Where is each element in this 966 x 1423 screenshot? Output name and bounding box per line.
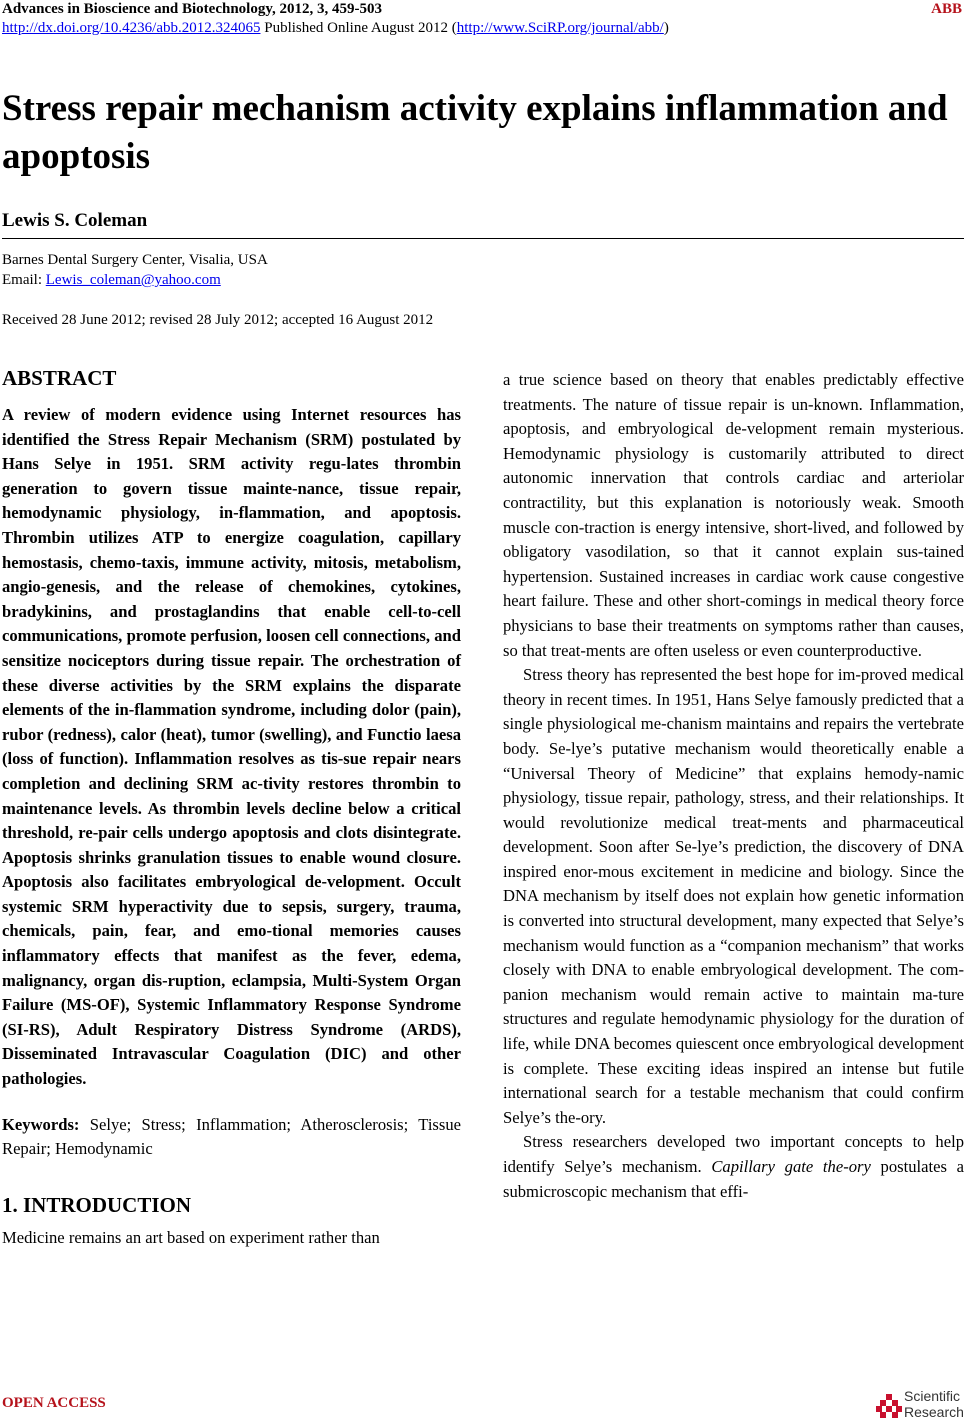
author-name: Lewis S. Coleman [2, 210, 148, 231]
open-access-label: OPEN ACCESS [2, 1395, 106, 1411]
journal-abbr: ABB [931, 1, 962, 17]
doi-link[interactable]: http://dx.doi.org/10.4236/abb.2012.324065 [2, 20, 261, 36]
intro-left-text: Medicine remains an art based on experiment rather than [2, 1227, 380, 1247]
affiliation-block [2, 250, 268, 290]
keywords-label: Keywords: [2, 1114, 90, 1134]
publisher-logo [876, 1388, 964, 1422]
right-column [503, 368, 964, 1204]
p3-end: postulates a submicroscopic mechanism that effi- [503, 1157, 964, 1201]
email-line [2, 270, 268, 290]
intro-paragraph-2: Stress theory has represented the best hope for im-proved medical theory in recent times. In 1951, Hans Selye famously predicted that a single physiological me-chanism maintains and repairs the vertebrate body. Se-lye’s putative mechanism would theoretically enable a “Universal Theory of Medicine” that explains hemody-namic physiology, tissue repair, pathology, stress, and their relationships. It would revolutionize medical treat-ments and pharmaceutical development. Soon after Se-lye’s prediction, the discovery of DNA inspired enor-mous excitement in medicine and biology. Since the DNA mechanism by itself does not explain how genetic information is converted into structural development, many expected that Selye’s mechanism would function as a “companion mechanism” that works closely with DNA to enable embryological development. The com-panion mechanism would remain active to maintain ma-ture structures and regulate hemodynamic physiology for the duration of life, while DNA becomes quiescent once embryological development is complete. These exciting ideas inspired an intense but futile international search for a testable mechanism that could confirm Selye’s the-ory. [503, 665, 964, 1127]
p3-italic: Capillary gate the-ory [711, 1157, 871, 1176]
article-title: Stress repair mechanism activity explains inflammation and apoptosis [2, 88, 948, 177]
published-text: Published Online August 2012 ( [260, 20, 457, 36]
journal-citation: Advances in Bioscience and Biotechnology, 2012, 3, 459-503 [2, 1, 383, 17]
journal-link[interactable]: http://www.SciRP.org/journal/abb/ [456, 20, 664, 36]
abstract-body: A review of modern evidence using Internet resources has identified the Stress Repair Mechanism (SRM) postulated by Hans Selye in 1951. SRM activity regu-lates thrombin generation to govern tissue mainte-nance, tissue repair, hemodynamic physiology, in-flammation, and apoptosis. Thrombin utilizes ATP to energize coagulation, capillary hemostasis, chemo-taxis, immune activity, mitosis, metabolism, angio-genesis, and the release of chemokines, cytokines, bradykinins, and prostaglandins that enable cell-to-cell communications, promote perfusion, loosen cell connections, and sensitize nociceptors during tissue repair. The orchestration of these diverse activities by the SRM explains the disparate elements of the in-flammation syndrome, including dolor (pain), rubor (redness), calor (heat), tumor (swelling), and Functio laesa (loss of function). Inflammation resolves as tis-sue repair nears completion and declining SRM ac-tivity restores thrombin to maintenance levels. As thrombin levels decline below a critical threshold, re-pair cells undergo apoptosis and clots disintegrate. Apoptosis shrinks granulation tissues to enable wound closure. Apoptosis also facilitates embryological de-velopment. Occult systemic SRM hyperactivity due to sepsis, surgery, trauma, chemicals, pain, fear, and emo-tional memories causes inflammatory effects that manifest as the fever, edema, malignancy, organ dis-ruption, eclampsia, Multi-System Organ Failure (MS-OF), Systemic Inflammatory Response Syndrome (SI-RS), Adult Respiratory Distress Syndrome (ARDS), Disseminated Intravascular Coagulation (DIC) and other pathologies. [2, 405, 461, 1089]
abstract-heading: ABSTRACT [2, 366, 117, 390]
article-dates: Received 28 June 2012; revised 28 July 2012; accepted 16 August 2012 [2, 312, 434, 328]
journal-header [2, 0, 962, 18]
email-label: Email: [2, 272, 46, 288]
header-divider [2, 238, 964, 239]
intro-paragraph-1: a true science based on theory that enables predictably effective treatments. The nature of tissue repair is un-known. Inflammation, apoptosis, and embryological de-velopment remain mysterious. Hemodynamic physiology is customarily attributed to direct autonomic innervation that controls cardiac and arteriolar contractility, but this explanation is notoriously weak. Smooth muscle con-traction is energy intensive, short-lived, and followed by obligatory vasodilation, so that it cannot explain sus-tained hypertension. Sustained increases in cardiac work cause congestive heart failure. These and other short-comings in medical theory force physicians to base their treatments on symptoms rather than causes, so that treat-ments are often useless or even counterproductive. [503, 370, 964, 660]
p3-start: Stress researchers developed two important concepts to help identify Selye’s mechanism. [503, 1132, 964, 1176]
affiliation: Barnes Dental Surgery Center, Visalia, USA [2, 252, 268, 268]
doi-line [2, 19, 962, 37]
keywords-text: Selye; Stress; Inflammation; Atherosclerosis; Tissue Repair; Hemodynamic [2, 1114, 462, 1159]
keywords [2, 1113, 461, 1162]
logo-line-2: Research [904, 1404, 964, 1420]
scirp-logo-icon [876, 1394, 902, 1420]
logo-line-1: Scientific [904, 1388, 961, 1404]
email-link[interactable]: Lewis_coleman@yahoo.com [45, 272, 221, 288]
intro-paragraph-3 [503, 1130, 964, 1204]
intro-heading: 1. INTRODUCTION [2, 1192, 192, 1217]
close-paren: ) [663, 20, 669, 36]
logo-text [904, 1388, 964, 1420]
left-column [2, 363, 461, 1250]
